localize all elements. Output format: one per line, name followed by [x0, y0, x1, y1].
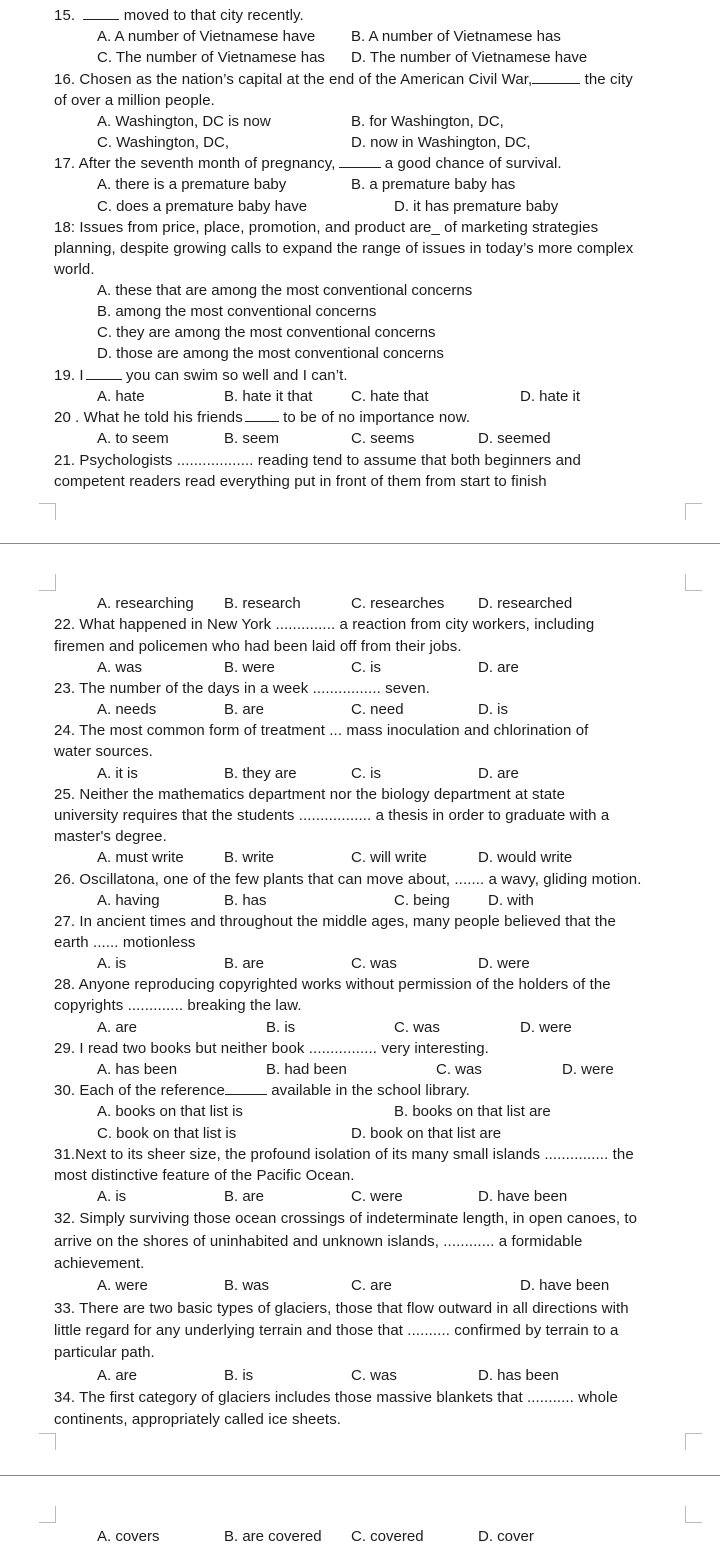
question-17 [54, 154, 562, 174]
answer-blank [532, 70, 580, 84]
option-c[interactable]: C. was [436, 1061, 482, 1078]
option-c[interactable]: C. Washington, DC, [97, 134, 229, 151]
option-b[interactable]: B. had been [266, 1061, 347, 1078]
question-19 [54, 366, 348, 386]
option-d[interactable]: D. were [562, 1061, 614, 1078]
question-16 [54, 70, 633, 90]
question-text: a good chance of survival. [380, 155, 562, 172]
option-c[interactable]: C. are [351, 1277, 392, 1294]
option-b[interactable]: B. they are [224, 765, 297, 782]
option-d[interactable]: D. cover [478, 1528, 534, 1545]
page-corner-mark [39, 574, 56, 591]
question-text: arrive on the shores of uninhabited and unknown islands, ............ a formidable [54, 1233, 583, 1250]
option-a[interactable]: A. needs [97, 701, 157, 718]
option-b[interactable]: B. seem [224, 430, 280, 447]
answer-blank [339, 154, 381, 168]
question-24: 24. The most common form of treatment ... mass inoculation and chlorination of [54, 722, 589, 739]
question-21: 21. Psychologists .................. reading tend to assume that both beginners and [54, 452, 581, 469]
question-34: 34. The first category of glaciers includes those massive blankets that ........... whole [54, 1389, 618, 1406]
option-b[interactable]: B. has [224, 892, 267, 909]
question-text: copyrights ............. breaking the law. [54, 997, 302, 1014]
option-b[interactable]: B. hate it that [224, 388, 313, 405]
option-c[interactable]: C. researches [351, 595, 445, 612]
option-c[interactable]: C. is [351, 659, 381, 676]
option-b[interactable]: B. among the most conventional concerns [97, 303, 377, 320]
answer-blank [86, 366, 122, 380]
question-23: 23. The number of the days in a week ................ seven. [54, 680, 430, 697]
question-22: 22. What happened in New York .............. a reaction from city workers, including [54, 616, 595, 633]
option-b[interactable]: B. were [224, 659, 275, 676]
option-a[interactable]: A. are [97, 1019, 138, 1036]
option-a[interactable]: A. must write [97, 849, 184, 866]
option-d[interactable]: D. now in Washington, DC, [351, 134, 531, 151]
option-a[interactable]: A. is [97, 1188, 127, 1205]
question-text: 17. After the seventh month of pregnancy, [54, 155, 336, 172]
option-c[interactable]: C. was [394, 1019, 440, 1036]
page-divider [0, 1475, 720, 1476]
option-d[interactable]: D. were [478, 955, 530, 972]
option-a[interactable]: A. researching [97, 595, 194, 612]
question-31: 31.Next to its sheer size, the profound isolation of its many small islands ............... the [54, 1146, 634, 1163]
option-b[interactable]: B. is [266, 1019, 296, 1036]
option-b[interactable]: B. write [224, 849, 275, 866]
option-d[interactable]: D. is [478, 701, 508, 718]
question-30 [54, 1081, 470, 1101]
page-corner-mark [685, 1433, 702, 1450]
question-text: of over a million people. [54, 92, 215, 109]
question-text: water sources. [54, 743, 153, 760]
question-text: 30. Each of the reference [54, 1082, 225, 1099]
option-c[interactable]: C. seems [351, 430, 415, 447]
option-a[interactable]: A. to seem [97, 430, 169, 447]
question-18: 18: Issues from price, place, promotion, and product are_ of marketing strategies [54, 219, 599, 236]
option-d[interactable]: D. has been [478, 1367, 559, 1384]
option-b[interactable]: B. A number of Vietnamese has [351, 28, 561, 45]
page-corner-mark [39, 1433, 56, 1450]
option-d[interactable]: D. are [478, 765, 519, 782]
question-32: 32. Simply surviving those ocean crossings of indeterminate length, in open canoes, to [54, 1210, 638, 1227]
option-c[interactable]: C. will write [351, 849, 427, 866]
option-a[interactable]: A. are [97, 1367, 138, 1384]
option-a[interactable]: A. Washington, DC is now [97, 113, 271, 130]
option-d[interactable]: D. are [478, 659, 519, 676]
question-text: earth ...... motionless [54, 934, 196, 951]
option-c[interactable]: C. book on that list is [97, 1125, 237, 1142]
option-d[interactable]: D. researched [478, 595, 573, 612]
question-29: 29. I read two books but neither book ................ very interesting. [54, 1040, 489, 1057]
question-text: planning, despite growing calls to expand the range of issues in today’s more complex [54, 240, 634, 257]
question-text: most distinctive feature of the Pacific Ocean. [54, 1167, 355, 1184]
option-a[interactable]: A. was [97, 659, 143, 676]
option-d[interactable]: D. were [520, 1019, 572, 1036]
option-c[interactable]: C. need [351, 701, 404, 718]
option-c[interactable]: C. The number of Vietnamese has [97, 49, 325, 66]
question-text: to be of no importance now. [278, 409, 471, 426]
option-b[interactable]: B. are [224, 955, 265, 972]
option-d[interactable]: D. hate it [520, 388, 581, 405]
option-b[interactable]: B. is [224, 1367, 254, 1384]
option-d[interactable]: D. book on that list are [351, 1125, 502, 1142]
option-a[interactable]: A. there is a premature baby [97, 176, 287, 193]
page-corner-mark [685, 1506, 702, 1523]
option-c[interactable]: C. they are among the most conventional concerns [97, 324, 436, 341]
answer-blank [83, 6, 119, 20]
option-b[interactable]: B. are [224, 701, 265, 718]
page-divider [0, 543, 720, 544]
question-text: firemen and policemen who had been laid off from their jobs. [54, 638, 462, 655]
option-a[interactable]: A. books on that list is [97, 1103, 243, 1120]
question-26: 26. Oscillatona, one of the few plants that can move about, ....... a wavy, gliding motion. [54, 871, 642, 888]
option-c[interactable]: C. is [351, 765, 381, 782]
option-d[interactable]: D. seemed [478, 430, 551, 447]
option-c[interactable]: C. was [351, 955, 397, 972]
option-a[interactable]: A. these that are among the most conventional concerns [97, 282, 473, 299]
option-c[interactable]: C. was [351, 1367, 397, 1384]
question-text: the city [580, 71, 633, 88]
question-text: university requires that the students ................. a thesis in order to graduate with a [54, 807, 610, 824]
option-c[interactable]: C. does a premature baby have [97, 198, 308, 215]
option-d[interactable]: D. it has premature baby [394, 198, 559, 215]
question-25: 25. Neither the mathematics department nor the biology department at state [54, 786, 566, 803]
question-text: available in the school library. [266, 1082, 471, 1099]
question-text: master's degree. [54, 828, 167, 845]
option-a[interactable]: A. it is [97, 765, 138, 782]
question-27: 27. In ancient times and throughout the middle ages, many people believed that the [54, 913, 616, 930]
question-33: 33. There are two basic types of glaciers, those that flow outward in all directions with [54, 1300, 629, 1317]
option-b[interactable]: B. for Washington, DC, [351, 113, 504, 130]
question-text: 20 . What he told his friends [54, 409, 243, 426]
option-a[interactable]: A. has been [97, 1061, 178, 1078]
option-d[interactable]: D. would write [478, 849, 573, 866]
page-corner-mark [685, 503, 702, 520]
option-d[interactable]: D. with [488, 892, 534, 909]
question-20 [54, 408, 470, 428]
option-b[interactable]: B. are covered [224, 1528, 322, 1545]
option-c[interactable]: C. being [394, 892, 450, 909]
option-b[interactable]: B. research [224, 595, 301, 612]
option-c[interactable]: C. covered [351, 1528, 424, 1545]
question-text: achievement. [54, 1255, 145, 1272]
question-text: world. [54, 261, 95, 278]
option-a[interactable]: A. is [97, 955, 127, 972]
option-a[interactable]: A. having [97, 892, 160, 909]
question-28: 28. Anyone reproducing copyrighted works without permission of the holders of the [54, 976, 611, 993]
question-text: 16. Chosen as the nation’s capital at the end of the American Civil War, [54, 71, 533, 88]
page-corner-mark [685, 574, 702, 591]
question-text: little regard for any underlying terrain and those that .......... confirmed by terrain to a [54, 1322, 619, 1339]
question-text: moved to that city recently. [119, 7, 304, 24]
option-c[interactable]: C. were [351, 1188, 403, 1205]
question-text: 19. I [54, 367, 84, 384]
answer-blank [225, 1081, 267, 1095]
option-c[interactable]: C. hate that [351, 388, 429, 405]
option-b[interactable]: B. was [224, 1277, 270, 1294]
question-text: continents, appropriately called ice sheets. [54, 1411, 342, 1428]
question-number: 15. [54, 7, 76, 24]
option-b[interactable]: B. are [224, 1188, 265, 1205]
page-corner-mark [39, 1506, 56, 1523]
question-text: you can swim so well and I can’t. [121, 367, 348, 384]
page-corner-mark [39, 503, 56, 520]
option-d[interactable]: D. those are among the most conventional concerns [97, 345, 444, 362]
option-b[interactable]: B. a premature baby has [351, 176, 516, 193]
option-a[interactable]: A. A number of Vietnamese have [97, 28, 316, 45]
question-text: particular path. [54, 1344, 155, 1361]
option-b[interactable]: B. books on that list are [394, 1103, 551, 1120]
option-a[interactable]: A. were [97, 1277, 148, 1294]
question-text: competent readers read everything put in front of them from start to finish [54, 473, 547, 490]
option-d[interactable]: D. The number of Vietnamese have [351, 49, 588, 66]
option-a[interactable]: A. covers [97, 1528, 160, 1545]
answer-blank [245, 408, 279, 422]
option-d[interactable]: D. have been [478, 1188, 568, 1205]
option-d[interactable]: D. have been [520, 1277, 610, 1294]
option-a[interactable]: A. hate [97, 388, 145, 405]
question-15 [54, 6, 304, 26]
